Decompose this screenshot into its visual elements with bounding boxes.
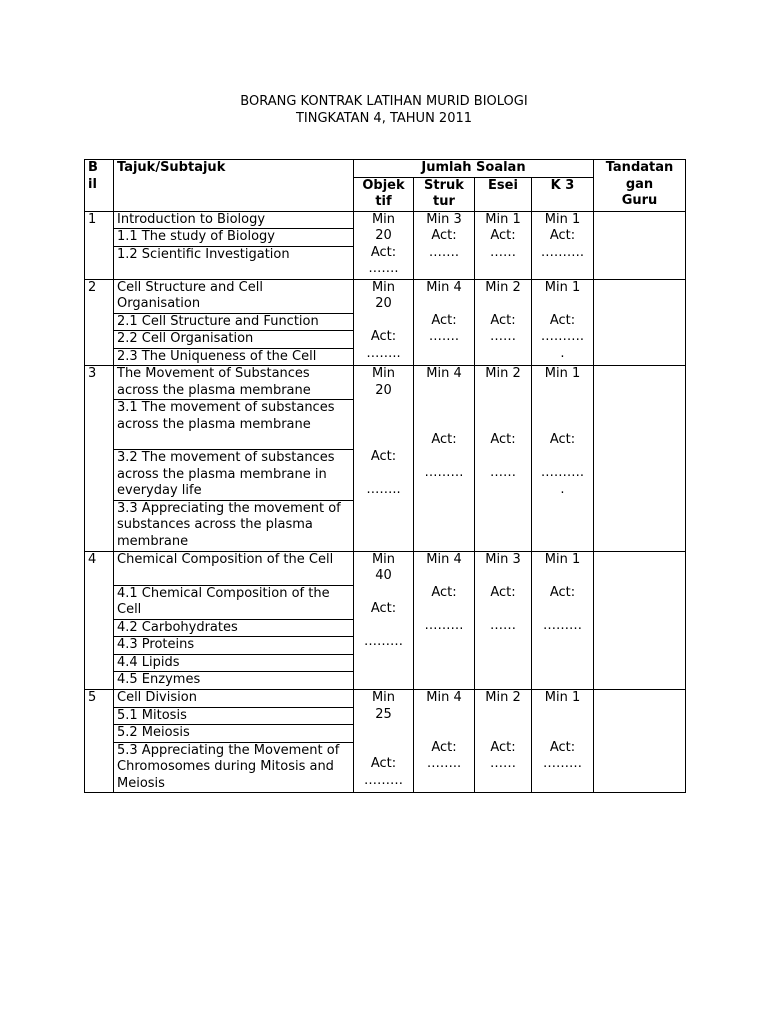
actual-label: Act: (490, 228, 516, 243)
actual-label: Act: (370, 244, 397, 260)
spacer (478, 568, 528, 585)
actual-blank: ………. (540, 329, 585, 344)
actual-blank: ……… (543, 617, 582, 633)
spacer (357, 432, 410, 449)
header-line: gan (625, 176, 654, 192)
spacer (417, 601, 471, 618)
spacer (478, 707, 528, 724)
actual-blank: …… (490, 756, 516, 771)
spacer (535, 601, 590, 618)
topic-title: Chemical Composition of the Cell (114, 551, 354, 585)
actual-label: Act: (370, 329, 397, 344)
actual-label: Act: (549, 228, 576, 243)
spacer (478, 449, 528, 466)
actual-blank: …….. (426, 756, 462, 771)
header-line: tur (433, 194, 455, 209)
actual-blank: . (560, 345, 565, 361)
spacer (535, 723, 590, 740)
subtopic-title: 4.1 Chemical Composition of the Cell (114, 585, 354, 619)
minimum-value: 40 (375, 568, 392, 583)
minimum-value: Min (371, 366, 396, 381)
contract-table (84, 159, 686, 793)
spacer (357, 585, 410, 602)
header-line: B (88, 160, 98, 175)
spacer (417, 723, 471, 740)
struktur-cell (414, 211, 475, 279)
actual-label: Act: (549, 584, 576, 600)
section-number: 5 (85, 690, 114, 793)
objektif-cell (354, 551, 414, 690)
document-subtitle: TINGKATAN 4, TAHUN 2011 (295, 111, 473, 126)
subtopic-title: 3.2 The movement of substances across the plasma membrane in everyday life (114, 450, 354, 501)
k3-cell (532, 366, 594, 552)
spacer (535, 568, 590, 585)
spacer (417, 568, 471, 585)
subtopic-title: 5.3 Appreciating the Movement of Chromosomes during Mitosis and Meiosis (114, 742, 354, 793)
actual-label: Act: (490, 739, 516, 755)
header-tajuk: Tajuk/Subtajuk (114, 160, 354, 212)
table-row (85, 690, 686, 708)
spacer (357, 313, 410, 330)
subtopic-title: 4.2 Carbohydrates (114, 619, 354, 637)
actual-label: Act: (370, 448, 397, 464)
objektif-cell (354, 211, 414, 279)
struktur-cell (414, 690, 475, 793)
spacer (417, 449, 471, 466)
minimum-value: Min 1 (544, 279, 581, 295)
actual-blank: ……… (424, 617, 464, 633)
actual-label: Act: (549, 312, 576, 328)
minimum-value: 20 (375, 296, 392, 311)
actual-blank: …….. (366, 345, 401, 361)
actual-label: Act: (431, 432, 457, 447)
section-number: 1 (85, 211, 114, 279)
spacer (478, 723, 528, 740)
subtopic-title: 5.1 Mitosis (114, 707, 354, 725)
spacer (357, 416, 410, 433)
header-tandatangan-guru (594, 160, 686, 212)
minimum-value: Min (371, 551, 396, 567)
spacer (357, 618, 410, 635)
subtopic-title: 4.4 Lipids (114, 654, 354, 672)
teacher-signature-cell[interactable] (594, 551, 686, 690)
minimum-value: 20 (375, 228, 392, 243)
minimum-value: Min (371, 211, 396, 227)
spacer (417, 416, 471, 433)
minimum-value: Min 1 (544, 690, 581, 705)
actual-label: Act: (431, 312, 457, 328)
actual-label: Act: (549, 739, 576, 755)
actual-blank: …… (490, 329, 516, 344)
minimum-value: Min (371, 279, 396, 295)
minimum-value: Min 2 (485, 279, 521, 295)
esei-cell (475, 279, 532, 366)
minimum-value: 25 (375, 706, 392, 722)
actual-label: Act: (490, 312, 516, 328)
esei-cell (475, 366, 532, 552)
spacer (535, 399, 590, 416)
spacer (417, 707, 471, 724)
actual-label: Act: (431, 739, 457, 755)
actual-blank: ……. (428, 244, 460, 260)
spacer (417, 383, 471, 400)
table-row (85, 551, 686, 585)
minimum-value: Min 4 (426, 551, 462, 567)
spacer (535, 449, 590, 466)
table-body (85, 211, 686, 793)
minimum-value: Min 4 (426, 690, 462, 705)
k3-cell (532, 211, 594, 279)
spacer (535, 296, 590, 313)
actual-blank: ……… (364, 772, 403, 788)
minimum-value: Min 4 (426, 279, 462, 295)
spacer (535, 707, 590, 724)
header-line: Guru (621, 193, 658, 208)
topic-title: Cell Structure and Cell Organisation (114, 279, 354, 313)
minimum-value: Min 1 (485, 211, 521, 227)
struktur-cell (414, 366, 475, 552)
actual-label: Act: (490, 584, 516, 600)
teacher-signature-cell[interactable] (594, 366, 686, 552)
header-jumlah-soalan: Jumlah Soalan (354, 160, 594, 178)
actual-label: Act: (370, 756, 397, 771)
spacer (535, 383, 590, 400)
header-line: Struk (424, 177, 464, 193)
spacer (478, 601, 528, 618)
subtopic-title: 2.1 Cell Structure and Function (114, 313, 354, 331)
subtopic-title: 1.1 The study of Biology (114, 229, 354, 247)
actual-blank: ……. (428, 329, 460, 344)
actual-blank: ………. (540, 244, 585, 260)
spacer (478, 399, 528, 416)
spacer (357, 723, 410, 740)
actual-blank: …… (490, 244, 516, 260)
spacer (357, 465, 410, 482)
k3-cell (532, 690, 594, 793)
header-esei: Esei (475, 177, 532, 211)
minimum-value: Min 1 (544, 211, 581, 227)
header-objektif (354, 177, 414, 211)
esei-cell (475, 551, 532, 690)
spacer (357, 399, 410, 416)
minimum-value: Min 3 (485, 551, 521, 567)
header-line: Tandatan (605, 160, 674, 175)
spacer (357, 740, 410, 757)
actual-blank: . (560, 481, 565, 497)
actual-blank: ………. (540, 465, 585, 480)
actual-blank: ……… (543, 756, 582, 771)
table-row (85, 366, 686, 400)
minimum-value: Min 2 (485, 690, 521, 705)
minimum-value: 20 (375, 382, 392, 398)
subtopic-title: 5.2 Meiosis (114, 725, 354, 743)
table-header (85, 160, 686, 212)
subtopic-title: 4.5 Enzymes (114, 672, 354, 690)
k3-cell (532, 551, 594, 690)
header-k3: K 3 (532, 177, 594, 211)
actual-blank: ……… (364, 634, 403, 649)
table-row (85, 211, 686, 229)
section-number: 4 (85, 551, 114, 690)
actual-blank: …… (490, 465, 516, 480)
subtopic-title: 3.3 Appreciating the movement of substances across the plasma membrane (114, 500, 354, 551)
objektif-cell (354, 690, 414, 793)
topic-title: Introduction to Biology (114, 211, 354, 229)
teacher-signature-cell[interactable] (594, 690, 686, 793)
topic-title: The Movement of Substances across the plasma membrane (114, 366, 354, 400)
actual-label: Act: (431, 228, 457, 243)
esei-cell (475, 690, 532, 793)
teacher-signature-cell[interactable] (594, 211, 686, 279)
k3-cell (532, 279, 594, 366)
actual-blank: ……… (424, 465, 464, 480)
section-number: 2 (85, 279, 114, 366)
subtopic-title: 2.3 The Uniqueness of the Cell (114, 348, 354, 366)
topic-title: Cell Division (114, 690, 354, 708)
minimum-value: Min (371, 690, 396, 705)
section-number: 3 (85, 366, 114, 552)
struktur-cell (414, 551, 475, 690)
document-title: BORANG KONTRAK LATIHAN MURID BIOLOGI (240, 94, 528, 109)
objektif-cell (354, 279, 414, 366)
teacher-signature-cell[interactable] (594, 279, 686, 366)
subtopic-title: 2.2 Cell Organisation (114, 331, 354, 349)
subtopic-title: 1.2 Scientific Investigation (114, 246, 354, 279)
actual-blank: …….. (366, 481, 401, 497)
spacer (417, 399, 471, 416)
actual-label: Act: (549, 432, 576, 447)
minimum-value: Min 4 (426, 366, 462, 381)
minimum-value: Min 3 (426, 211, 462, 227)
header-struktur (414, 177, 475, 211)
objektif-cell (354, 366, 414, 552)
actual-blank: ……. (368, 261, 399, 276)
actual-label: Act: (370, 601, 397, 616)
table-row (85, 279, 686, 313)
actual-label: Act: (490, 432, 516, 447)
header-line: il (88, 176, 97, 192)
spacer (478, 383, 528, 400)
subtopic-title: 4.3 Proteins (114, 637, 354, 655)
header-line: tif (375, 194, 392, 209)
minimum-value: Min 1 (544, 551, 581, 567)
struktur-cell (414, 279, 475, 366)
spacer (478, 296, 528, 313)
spacer (417, 296, 471, 313)
spacer (535, 416, 590, 433)
subtopic-title: 3.1 The movement of substances across the plasma membrane (114, 400, 354, 450)
minimum-value: Min 2 (485, 366, 521, 381)
header-bil (85, 160, 114, 212)
header-line: Objek (362, 177, 405, 193)
actual-blank: …… (490, 617, 516, 633)
minimum-value: Min 1 (544, 366, 581, 381)
spacer (478, 416, 528, 433)
actual-label: Act: (431, 584, 457, 600)
esei-cell (475, 211, 532, 279)
